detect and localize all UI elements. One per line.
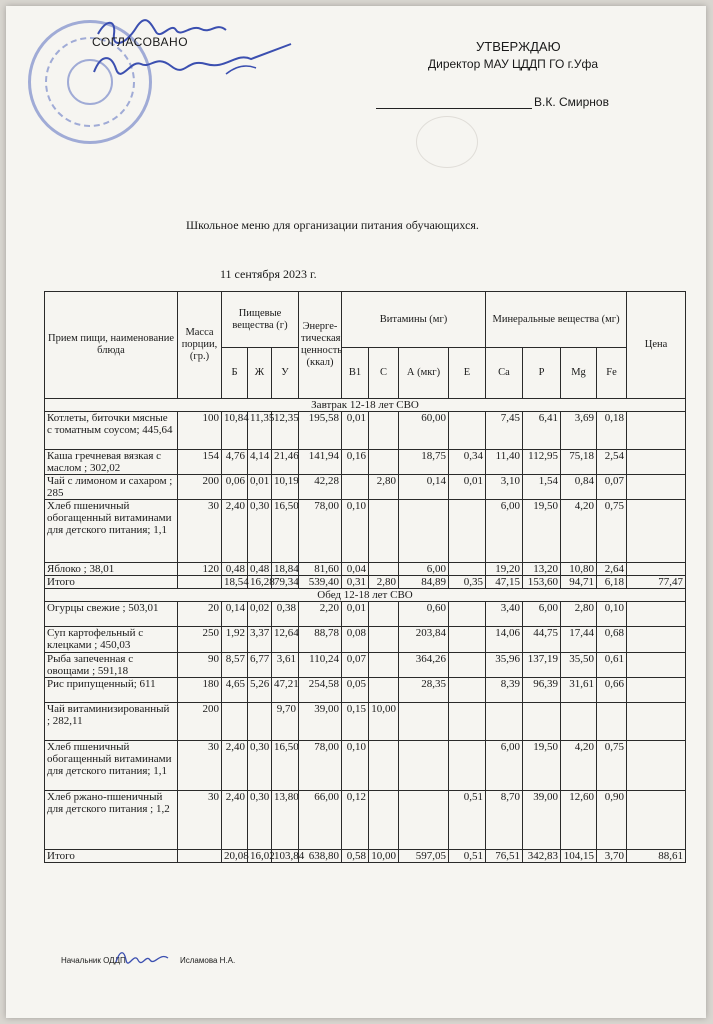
table-cell (627, 563, 686, 576)
section-row (45, 589, 686, 602)
table-cell (178, 850, 222, 863)
dish-name: Чай витаминизированный ; 282,11 (45, 703, 178, 741)
table-cell (627, 627, 686, 653)
document-sheet (6, 6, 706, 1018)
table-cell: 0,68 (597, 627, 627, 653)
table-cell: 6,00 (523, 602, 561, 627)
table-cell: 11,35 (248, 412, 272, 450)
table-row (45, 412, 686, 450)
table-cell (248, 703, 272, 741)
table-cell: 200 (178, 475, 222, 500)
header-sub: B1 (342, 348, 369, 399)
table-cell: 6,41 (523, 412, 561, 450)
table-cell: 3,40 (486, 602, 523, 627)
table-cell (449, 563, 486, 576)
header-sub: Mg (561, 348, 597, 399)
table-cell: 75,18 (561, 450, 597, 475)
table-cell (627, 678, 686, 703)
table-cell: 364,26 (399, 653, 449, 678)
table-cell: 0,06 (222, 475, 248, 500)
table-cell: 4,20 (561, 500, 597, 563)
table-cell: 100 (178, 412, 222, 450)
header-sub: C (369, 348, 399, 399)
table-cell: 250 (178, 627, 222, 653)
table-cell (369, 678, 399, 703)
table-cell (399, 703, 449, 741)
table-cell (627, 653, 686, 678)
table-cell: 0,90 (597, 791, 627, 850)
dish-name: Котлеты, биточки мясные с томатным соусом; 445,64 (45, 412, 178, 450)
dish-name: Хлеб ржано-пшеничный для детского питания ; 1,2 (45, 791, 178, 850)
header-sub: P (523, 348, 561, 399)
table-cell (627, 475, 686, 500)
table-cell: 0,10 (342, 500, 369, 563)
table-cell: 13,20 (523, 563, 561, 576)
signature-image (76, 14, 306, 84)
table-cell: 0,30 (248, 500, 272, 563)
header-sub: E (449, 348, 486, 399)
table-cell: 42,28 (299, 475, 342, 500)
table-cell: 78,00 (299, 500, 342, 563)
table-cell: 19,50 (523, 500, 561, 563)
table-cell: 12,35 (272, 412, 299, 450)
table-cell: 0,10 (597, 602, 627, 627)
table-cell: 16,50 (272, 741, 299, 791)
table-cell: 0,60 (399, 602, 449, 627)
table-cell: 4,65 (222, 678, 248, 703)
table-cell: 3,37 (248, 627, 272, 653)
dish-name: Яблоко ; 38,01 (45, 563, 178, 576)
table-cell (449, 412, 486, 450)
table-cell: 19,20 (486, 563, 523, 576)
table-cell: 10,00 (369, 703, 399, 741)
table-cell: 39,00 (523, 791, 561, 850)
approve-title: УТВЕРЖДАЮ (476, 39, 561, 54)
table-cell: 4,76 (222, 450, 248, 475)
table-cell: 5,26 (248, 678, 272, 703)
table-cell (399, 741, 449, 791)
table-cell: 2,80 (369, 576, 399, 589)
table-cell: 0,61 (597, 653, 627, 678)
table-cell: 9,70 (272, 703, 299, 741)
dish-name: Рыба запеченная с овощами ; 591,18 (45, 653, 178, 678)
footer-role: Начальник ОДДП (61, 956, 126, 965)
table-cell: 6,77 (248, 653, 272, 678)
table-cell: 4,20 (561, 741, 597, 791)
document-date: 11 сентября 2023 г. (220, 267, 317, 281)
table-cell: 10,19 (272, 475, 299, 500)
table-cell (369, 741, 399, 791)
table-cell: 0,48 (222, 563, 248, 576)
dish-name: Каша гречневая вязкая с маслом ; 302,02 (45, 450, 178, 475)
table-cell (449, 703, 486, 741)
table-cell: 6,18 (597, 576, 627, 589)
table-cell: 47,21 (272, 678, 299, 703)
table-cell: 0,31 (342, 576, 369, 589)
table-cell: 7,45 (486, 412, 523, 450)
table-cell: 103,84 (272, 850, 299, 863)
table-cell: 2,40 (222, 500, 248, 563)
table-cell (627, 602, 686, 627)
table-cell: 254,58 (299, 678, 342, 703)
approve-role: Директор МАУ ЦДДП ГО г.Уфа (428, 57, 599, 71)
table-row (45, 475, 686, 500)
table-row (45, 678, 686, 703)
table-cell: 35,50 (561, 653, 597, 678)
header-meal: Прием пищи, наименование блюда (45, 292, 178, 399)
table-cell: 0,38 (272, 602, 299, 627)
header-sub: У (272, 348, 299, 399)
table-cell: 21,46 (272, 450, 299, 475)
table-cell: 154 (178, 450, 222, 475)
table-cell: 10,84 (222, 412, 248, 450)
table-cell: 0,02 (248, 602, 272, 627)
table-cell: 8,39 (486, 678, 523, 703)
table-cell (627, 791, 686, 850)
total-label: Итого (45, 850, 178, 863)
table-cell: 17,44 (561, 627, 597, 653)
table-cell: 0,75 (597, 741, 627, 791)
table-cell: 0,58 (342, 850, 369, 863)
table-cell: 76,51 (486, 850, 523, 863)
table-cell: 6,00 (399, 563, 449, 576)
dish-name: Огурцы свежие ; 503,01 (45, 602, 178, 627)
table-cell (449, 602, 486, 627)
table-cell: 0,04 (342, 563, 369, 576)
footer-signature-image (112, 946, 172, 970)
header-sub: Fe (597, 348, 627, 399)
dish-name: Хлеб пшеничный обогащенный витаминами для детского питания; 1,1 (45, 741, 178, 791)
table-cell: 0,14 (399, 475, 449, 500)
header-price: Цена (627, 292, 686, 399)
table-cell: 0,07 (597, 475, 627, 500)
table-row (45, 791, 686, 850)
table-cell: 2,54 (597, 450, 627, 475)
document-title: Школьное меню для организации питания обучающихся. (186, 218, 479, 232)
table-cell (369, 627, 399, 653)
table-cell (627, 741, 686, 791)
table-cell: 2,40 (222, 741, 248, 791)
table-cell: 47,15 (486, 576, 523, 589)
table-cell: 0,30 (248, 741, 272, 791)
approve-name: В.К. Смирнов (534, 95, 609, 109)
table-cell: 31,61 (561, 678, 597, 703)
table-cell: 35,96 (486, 653, 523, 678)
table-cell: 0,66 (597, 678, 627, 703)
table-cell: 18,54 (222, 576, 248, 589)
table-cell: 110,24 (299, 653, 342, 678)
table-cell (369, 450, 399, 475)
table-cell (449, 500, 486, 563)
table-row (45, 703, 686, 741)
table-cell: 3,70 (597, 850, 627, 863)
header-minerals: Минеральные вещества (мг) (486, 292, 627, 348)
table-cell: 0,14 (222, 602, 248, 627)
table-cell: 0,10 (342, 741, 369, 791)
table-cell: 66,00 (299, 791, 342, 850)
table-cell: 6,00 (486, 500, 523, 563)
header-nutrients: Пищевые вещества (г) (222, 292, 299, 348)
table-cell: 81,60 (299, 563, 342, 576)
table-cell: 342,83 (523, 850, 561, 863)
table-cell: 0,35 (449, 576, 486, 589)
table-cell: 16,50 (272, 500, 299, 563)
table-cell: 78,00 (299, 741, 342, 791)
total-label: Итого (45, 576, 178, 589)
table-cell: 597,05 (399, 850, 449, 863)
table-row (45, 741, 686, 791)
table-cell: 0,30 (248, 791, 272, 850)
footer-name: Исламова Н.А. (180, 956, 236, 965)
approve-signature-line (376, 108, 532, 109)
table-cell: 0,16 (342, 450, 369, 475)
table-cell (399, 500, 449, 563)
table-cell: 77,47 (627, 576, 686, 589)
table-cell: 3,10 (486, 475, 523, 500)
table-cell: 180 (178, 678, 222, 703)
table-cell: 0,01 (342, 412, 369, 450)
table-row (45, 602, 686, 627)
total-row (45, 576, 686, 589)
table-cell (369, 653, 399, 678)
table-cell: 79,34 (272, 576, 299, 589)
table-cell: 88,61 (627, 850, 686, 863)
table-cell: 94,71 (561, 576, 597, 589)
table-cell: 13,80 (272, 791, 299, 850)
table-cell: 1,54 (523, 475, 561, 500)
table-cell: 0,01 (248, 475, 272, 500)
table-cell (369, 412, 399, 450)
table-cell: 0,84 (561, 475, 597, 500)
table-cell: 0,01 (342, 602, 369, 627)
table-cell: 18,84 (272, 563, 299, 576)
table-cell: 30 (178, 500, 222, 563)
table-cell: 2,64 (597, 563, 627, 576)
table-cell: 3,61 (272, 653, 299, 678)
table-cell: 12,64 (272, 627, 299, 653)
table-cell (561, 703, 597, 741)
dish-name: Хлеб пшеничный обогащенный витаминами для детского питания; 1,1 (45, 500, 178, 563)
table-cell: 2,80 (369, 475, 399, 500)
table-cell: 44,75 (523, 627, 561, 653)
table-cell (597, 703, 627, 741)
menu-body (45, 399, 686, 863)
table-cell (449, 627, 486, 653)
table-cell: 10,80 (561, 563, 597, 576)
table-cell: 539,40 (299, 576, 342, 589)
agreed-label: СОГЛАСОВАНО (92, 35, 189, 49)
table-cell (369, 602, 399, 627)
table-cell (449, 678, 486, 703)
table-cell: 1,92 (222, 627, 248, 653)
table-cell (369, 563, 399, 576)
table-cell: 0,12 (342, 791, 369, 850)
table-cell: 96,39 (523, 678, 561, 703)
table-cell: 2,80 (561, 602, 597, 627)
table-cell: 60,00 (399, 412, 449, 450)
table-cell: 16,28 (248, 576, 272, 589)
header-sub: Ca (486, 348, 523, 399)
table-cell: 4,14 (248, 450, 272, 475)
table-cell: 39,00 (299, 703, 342, 741)
table-row (45, 500, 686, 563)
section-title: Завтрак 12-18 лет СВО (45, 399, 686, 412)
table-cell: 638,80 (299, 850, 342, 863)
table-cell: 2,20 (299, 602, 342, 627)
table-cell (627, 412, 686, 450)
table-cell: 84,89 (399, 576, 449, 589)
dish-name: Суп картофельный с клецками ; 450,03 (45, 627, 178, 653)
table-cell: 0,05 (342, 678, 369, 703)
table-cell: 14,06 (486, 627, 523, 653)
table-cell: 12,60 (561, 791, 597, 850)
table-cell: 0,51 (449, 850, 486, 863)
table-cell: 0,51 (449, 791, 486, 850)
table-cell (449, 741, 486, 791)
section-row (45, 399, 686, 412)
table-cell: 11,40 (486, 450, 523, 475)
table-cell: 0,08 (342, 627, 369, 653)
table-cell: 6,00 (486, 741, 523, 791)
table-cell: 104,15 (561, 850, 597, 863)
table-cell: 20 (178, 602, 222, 627)
header-sub: Б (222, 348, 248, 399)
table-cell: 10,00 (369, 850, 399, 863)
dish-name: Рис припущенный; 611 (45, 678, 178, 703)
table-cell: 30 (178, 791, 222, 850)
table-cell: 19,50 (523, 741, 561, 791)
table-cell: 200 (178, 703, 222, 741)
header-energy: Энерге-тическая ценность (ккал) (299, 292, 342, 399)
table-cell: 0,48 (248, 563, 272, 576)
table-cell: 0,34 (449, 450, 486, 475)
table-row (45, 450, 686, 475)
table-cell: 8,70 (486, 791, 523, 850)
table-cell: 20,08 (222, 850, 248, 863)
table-cell (342, 475, 369, 500)
table-cell: 30 (178, 741, 222, 791)
table-cell (178, 576, 222, 589)
table-cell: 16,02 (248, 850, 272, 863)
section-title: Обед 12-18 лет СВО (45, 589, 686, 602)
table-cell (523, 703, 561, 741)
table-cell: 2,40 (222, 791, 248, 850)
table-cell (369, 500, 399, 563)
table-cell: 0,18 (597, 412, 627, 450)
table-cell: 120 (178, 563, 222, 576)
table-cell: 8,57 (222, 653, 248, 678)
header-sub: А (мкг) (399, 348, 449, 399)
header-vitamins: Витамины (мг) (342, 292, 486, 348)
table-cell: 0,01 (449, 475, 486, 500)
faint-stamp (416, 116, 478, 168)
table-cell: 88,78 (299, 627, 342, 653)
table-row (45, 653, 686, 678)
table-cell: 90 (178, 653, 222, 678)
table-cell: 0,07 (342, 653, 369, 678)
table-cell: 28,35 (399, 678, 449, 703)
table-cell: 0,75 (597, 500, 627, 563)
table-row (45, 563, 686, 576)
table-cell: 0,15 (342, 703, 369, 741)
table-cell: 141,94 (299, 450, 342, 475)
table-cell (449, 653, 486, 678)
table-cell: 137,19 (523, 653, 561, 678)
table-cell (486, 703, 523, 741)
table-cell (627, 500, 686, 563)
table-cell (627, 450, 686, 475)
table-cell (222, 703, 248, 741)
table-cell: 3,69 (561, 412, 597, 450)
table-cell: 153,60 (523, 576, 561, 589)
total-row (45, 850, 686, 863)
table-row (45, 627, 686, 653)
table-cell (369, 791, 399, 850)
menu-table (44, 291, 686, 863)
table-cell: 112,95 (523, 450, 561, 475)
table-cell: 195,58 (299, 412, 342, 450)
dish-name: Чай с лимоном и сахаром ; 285 (45, 475, 178, 500)
table-cell: 203,84 (399, 627, 449, 653)
table-cell: 18,75 (399, 450, 449, 475)
table-cell (399, 791, 449, 850)
header-sub: Ж (248, 348, 272, 399)
table-cell (627, 703, 686, 741)
header-mass: Масса порции, (гр.) (178, 292, 222, 399)
